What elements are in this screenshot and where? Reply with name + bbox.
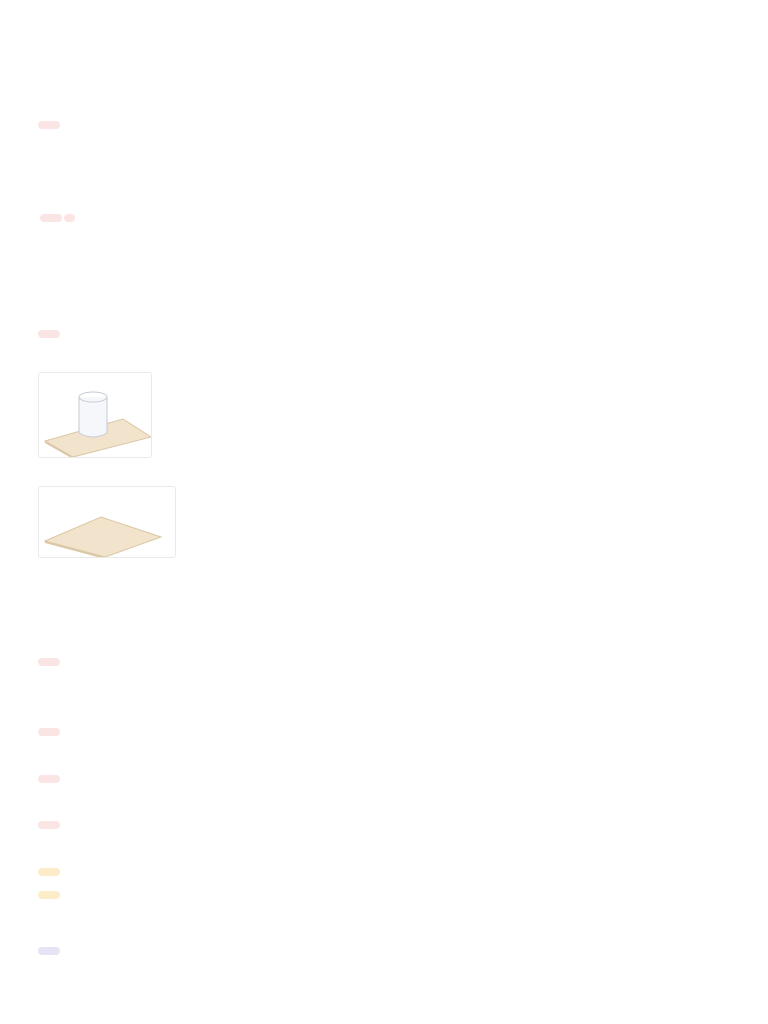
highlight-chip bbox=[64, 214, 75, 222]
section-heading bbox=[38, 121, 60, 129]
units-label bbox=[38, 891, 60, 899]
highlight-chip bbox=[38, 330, 60, 338]
paragraph bbox=[38, 207, 75, 229]
density-heading-row bbox=[38, 114, 60, 136]
formula-row bbox=[38, 814, 60, 836]
formula-label bbox=[38, 775, 60, 783]
formula-label bbox=[38, 821, 60, 829]
formula-label bbox=[38, 728, 60, 736]
gas-particles-diagram bbox=[38, 372, 152, 458]
solid-cube-particles-diagram bbox=[38, 486, 176, 558]
example-row bbox=[38, 323, 60, 345]
section-heading bbox=[38, 658, 60, 666]
measure-heading-row bbox=[38, 940, 60, 962]
section-heading bbox=[38, 947, 60, 955]
formula-row bbox=[38, 768, 60, 790]
units-label bbox=[38, 868, 60, 876]
units-row bbox=[38, 861, 60, 883]
highlight-chip bbox=[40, 214, 62, 222]
units-row bbox=[38, 884, 60, 906]
calc-heading-row bbox=[38, 651, 60, 673]
formula-row bbox=[38, 721, 60, 743]
